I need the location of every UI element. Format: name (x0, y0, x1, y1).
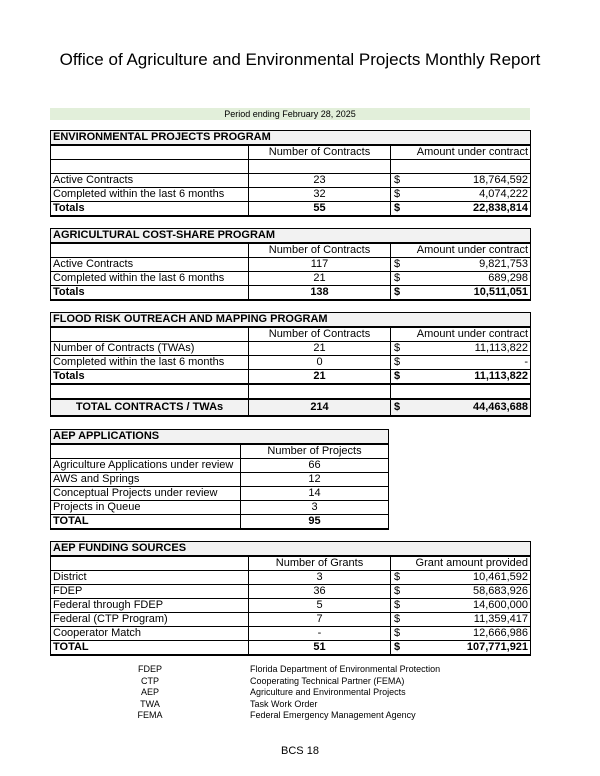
abbreviation: TWA (140, 698, 160, 709)
total-label: Totals (51, 286, 249, 301)
row-amount: 18,764,592 (409, 174, 531, 188)
flood-col-amount: Amount under contract (391, 327, 531, 342)
ag-heading: AGRICULTURAL COST-SHARE PROGRAM (51, 229, 531, 244)
total-count: 51 (249, 641, 391, 656)
total-count: 21 (249, 370, 391, 385)
row-dollar: $ (391, 599, 409, 613)
table-row (51, 188, 531, 202)
row-label: Agriculture Applications under review (51, 459, 241, 473)
row-amount: 689,298 (409, 272, 531, 286)
report-title: Office of Agriculture and Environmental Projects Monthly Report (59, 50, 541, 69)
ag-col-amount: Amount under contract (391, 243, 531, 258)
abbreviation-row (100, 664, 440, 676)
table-row (51, 342, 531, 356)
total-count: 95 (241, 515, 389, 530)
row-label: Completed within the last 6 months (51, 356, 249, 370)
apps-table (50, 429, 389, 530)
totals-row (51, 641, 531, 656)
row-amount: 11,113,822 (409, 342, 531, 356)
flood-heading: FLOOD RISK OUTREACH AND MAPPING PROGRAM (51, 313, 531, 328)
totals-row (51, 515, 389, 530)
apps-col-count: Number of Projects (241, 444, 389, 459)
abbreviation: AEP (140, 687, 159, 697)
row-count: 7 (249, 613, 391, 627)
row-count: 14 (241, 487, 389, 501)
row-amount: 12,666,986 (409, 627, 531, 641)
row-count: 66 (241, 459, 389, 473)
total-amount: 22,838,814 (409, 202, 531, 217)
row-count: 12 (241, 473, 389, 487)
flood-blank (249, 384, 391, 399)
row-label: Completed within the last 6 months (51, 188, 249, 202)
row-dollar: $ (391, 613, 409, 627)
abbreviation-row (100, 710, 440, 722)
env-blank (249, 160, 391, 174)
row-amount: - (409, 356, 531, 370)
grand-total-count: 214 (249, 399, 391, 416)
abbreviation-legend (100, 664, 440, 722)
table-row (51, 613, 531, 627)
row-count: - (249, 627, 391, 641)
row-label: Federal through FDEP (51, 599, 249, 613)
ag-col-count: Number of Contracts (249, 243, 391, 258)
table-row (51, 585, 531, 599)
total-dollar: $ (391, 286, 409, 301)
table-row (51, 571, 531, 585)
table-row (51, 258, 531, 272)
row-count: 3 (241, 501, 389, 515)
env-col-amount: Amount under contract (391, 145, 531, 160)
table-row (51, 272, 531, 286)
row-label: District (51, 571, 249, 585)
table-row (51, 356, 531, 370)
env-heading: ENVIRONMENTAL PROJECTS PROGRAM (51, 131, 531, 146)
flood-blank (51, 384, 249, 399)
row-label: Completed within the last 6 months (51, 272, 249, 286)
funding-table (50, 541, 531, 656)
page-footer: BCS 18 (281, 745, 319, 757)
table-row (51, 487, 389, 501)
row-count: 3 (249, 571, 391, 585)
row-label: Federal (CTP Program) (51, 613, 249, 627)
ag-table (50, 228, 531, 301)
row-count: 5 (249, 599, 391, 613)
total-label: Totals (51, 370, 249, 385)
env-blank (391, 160, 531, 174)
table-row (51, 627, 531, 641)
table-row (51, 174, 531, 188)
funding-col-amount: Grant amount provided (391, 556, 531, 571)
total-count: 138 (249, 286, 391, 301)
row-count: 117 (249, 258, 391, 272)
row-dollar: $ (391, 342, 409, 356)
abbreviation-row (100, 699, 440, 711)
row-label: AWS and Springs (51, 473, 241, 487)
row-dollar: $ (391, 356, 409, 370)
row-label: Cooperator Match (51, 627, 249, 641)
total-label: TOTAL (51, 641, 249, 656)
row-label: Active Contracts (51, 258, 249, 272)
env-blank (51, 160, 249, 174)
grand-total-label: TOTAL CONTRACTS / TWAs (51, 399, 249, 416)
row-amount: 10,461,592 (409, 571, 531, 585)
row-count: 0 (249, 356, 391, 370)
row-dollar: $ (391, 272, 409, 286)
row-count: 21 (249, 342, 391, 356)
funding-heading: AEP FUNDING SOURCES (51, 542, 531, 557)
abbreviation-meaning: Cooperating Technical Partner (FEMA) (250, 675, 405, 686)
row-label: Projects in Queue (51, 501, 241, 515)
abbreviation: FEMA (137, 710, 163, 720)
apps-header-blank (51, 444, 241, 459)
total-label: Totals (51, 202, 249, 217)
abbreviation: CTP (141, 675, 159, 686)
abbreviation: FDEP (137, 664, 162, 674)
row-amount: 14,600,000 (409, 599, 531, 613)
row-amount: 9,821,753 (409, 258, 531, 272)
row-amount: 11,359,417 (409, 613, 531, 627)
row-dollar: $ (391, 258, 409, 272)
abbreviation-meaning: Agriculture and Environmental Projects (250, 687, 406, 697)
abbreviation-row (100, 687, 440, 699)
abbreviation-meaning: Federal Emergency Management Agency (250, 710, 416, 720)
flood-table (50, 312, 531, 417)
total-dollar: $ (391, 202, 409, 217)
total-amount: 107,771,921 (409, 641, 531, 656)
row-count: 32 (249, 188, 391, 202)
abbreviation-meaning: Task Work Order (250, 698, 318, 709)
apps-heading: AEP APPLICATIONS (51, 430, 389, 445)
flood-header-blank (51, 327, 249, 342)
grand-total-amount: 44,463,688 (409, 399, 531, 416)
row-label: Number of Contracts (TWAs) (51, 342, 249, 356)
env-table (50, 130, 531, 217)
row-count: 36 (249, 585, 391, 599)
table-row (51, 599, 531, 613)
abbreviation-row (100, 676, 440, 688)
row-label: Active Contracts (51, 174, 249, 188)
row-amount: 58,683,926 (409, 585, 531, 599)
table-row (51, 473, 389, 487)
totals-row (51, 286, 531, 301)
row-count: 23 (249, 174, 391, 188)
table-row (51, 459, 389, 473)
ag-header-blank (51, 243, 249, 258)
row-dollar: $ (391, 188, 409, 202)
funding-header-blank (51, 556, 249, 571)
row-dollar: $ (391, 571, 409, 585)
flood-blank (391, 384, 531, 399)
total-count: 55 (249, 202, 391, 217)
grand-total-row (51, 399, 531, 416)
total-amount: 10,511,051 (409, 286, 531, 301)
env-col-count: Number of Contracts (249, 145, 391, 160)
row-label: Conceptual Projects under review (51, 487, 241, 501)
grand-total-dollar: $ (391, 399, 409, 416)
row-amount: 4,074,222 (409, 188, 531, 202)
period-banner: Period ending February 28, 2025 (50, 108, 530, 120)
totals-row (51, 202, 531, 217)
abbreviation-meaning: Florida Department of Environmental Protection (250, 664, 441, 674)
totals-row (51, 370, 531, 385)
flood-col-count: Number of Contracts (249, 327, 391, 342)
total-amount: 11,113,822 (409, 370, 531, 385)
row-dollar: $ (391, 174, 409, 188)
total-dollar: $ (391, 641, 409, 656)
total-label: TOTAL (51, 515, 241, 530)
row-dollar: $ (391, 585, 409, 599)
env-header-blank (51, 145, 249, 160)
table-row (51, 501, 389, 515)
row-count: 21 (249, 272, 391, 286)
funding-col-count: Number of Grants (249, 556, 391, 571)
row-dollar: $ (391, 627, 409, 641)
total-dollar: $ (391, 370, 409, 385)
row-label: FDEP (51, 585, 249, 599)
